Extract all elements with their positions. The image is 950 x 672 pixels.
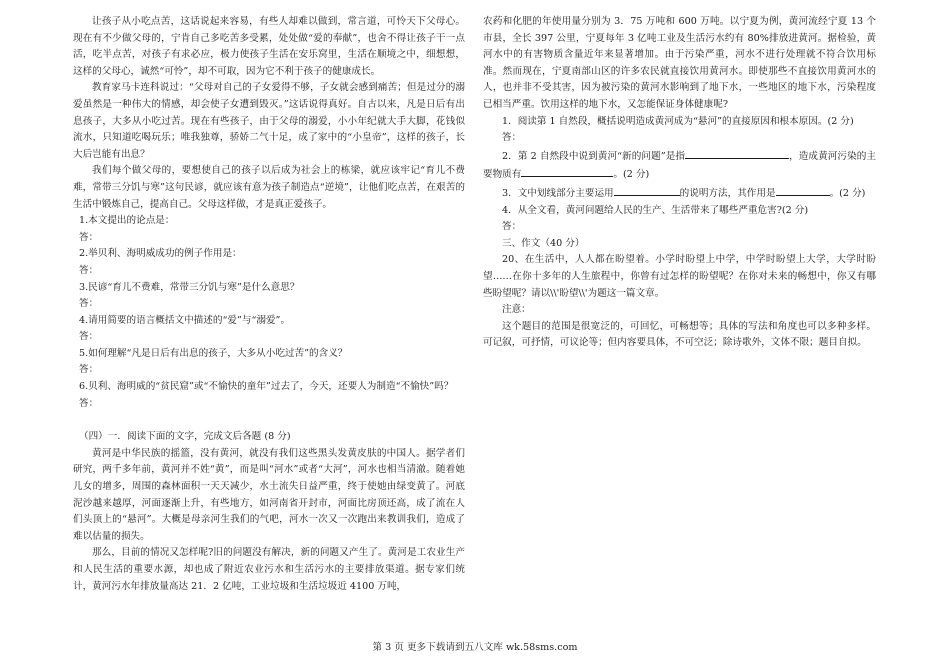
left-column	[73, 14, 465, 595]
essay-paragraph-2: 教育家马卡连科说过：“父母对自己的子女爱得不够，子女就会感到痛苦；但是过分的溺爱虽然是一种伟大的情感，却会使子女遭到毁灭。”这话说得真好。自古以来，凡是日后有出息孩子，大多从小吃过苦。现在有些孩子，由于父母的溺爱，小小年纪就大手大脚，花钱似流水，只知道吃喝玩乐；唯我独尊，骄娇二气十足，成了家中的“小皇帝”，这样的孩子，长大后岂能有出息？	[73, 82, 465, 160]
river-question-1: 1．阅读第 1 自然段，概括说明造成黄河成为“悬河”的直接原因和根本原因。(2 分)	[502, 115, 854, 127]
yellow-river-paragraph-2-continued: 农药和化肥的年使用量分别为 3．75 万吨和 600 万吨。以宁夏为例，黄河流经宁夏 13 个市县，全长 397 公里，宁夏每年 3 亿吨工业及生活污水约有 80%排放进黄河。据检验，黄河水中的有害物质含量近年来显著增加。由于污染严重，河水不进行处理就不符合饮用标准。然而现在，宁夏南部山区的许多农民就直接饮用黄河水。即使那些不直接饮用黄河水的人，也并非不受其害，因为被污染的黄河水影响到了地下水，一些地区的地下水，污染程度已相当严重。饮用这样的地下水，又怎能保证身体健康呢?	[483, 16, 876, 110]
answer-label-4: 答：	[79, 331, 99, 343]
fill-blank	[521, 165, 613, 177]
section-gap	[73, 412, 465, 429]
answer-label-5: 答：	[79, 364, 99, 376]
essay-paragraph-3: 我们每个做父母的，要想使自己的孩子以后成为社会上的栋梁，就应该牢记“育儿不费难，常带三分饥与寒”这句民谚，就应该有意为孩子制造点“逆境”，让他们吃点苦，在艰苦的生活中锻炼自己，提高自己。父母这样做，才是真正爱孩子。	[73, 165, 465, 210]
page-footer: 第 3 页 更多下载请到五八文库 wk.58sms.com	[372, 642, 578, 653]
note-label: 注意：	[502, 304, 531, 316]
answer-label-2: 答：	[79, 264, 99, 276]
river-question-3	[483, 184, 876, 203]
yellow-river-paragraph-1: 黄河是中华民族的摇篮，没有黄河，就没有我们这些黑头发黄皮肤的中国人。据学者们研究，两千多年前，黄河并不姓“黄”，而是叫“河水”或者“大河”，河水也相当清澈。随着她儿女的增多，周围的森林面积一天天减少，水土流失日益严重，终于使她由绿变黄了。河底泥沙越来越厚，河面逐渐上升，有些地方，如河南省开封市，河面比房顶还高，成了流在人们头顶上的“悬河”。大概是母亲河生我们的气吧，河水一次又一次跑出来教训我们，造成了难以估量的损失。	[73, 447, 465, 542]
river-question-2-part-a: 2．第 2 自然段中说到黄河“新的问题”是指	[502, 150, 686, 162]
yellow-river-paragraph-2: 那么，目前的情况又怎样呢?旧的问题没有解决，新的问题又产生了。黄河是工农业生产和人民生活的重要水源，却也成了附近农业污水和生活污水的主要排放渠道。据专家们统计，黄河污水年排放量高达 21．2 亿吨，工业垃圾和生活垃圾近 4100 万吨，	[73, 547, 465, 592]
river-question-2-part-c: 。(2 分)	[613, 169, 650, 181]
answer-label-1: 答：	[79, 231, 99, 243]
fill-blank	[614, 184, 680, 196]
question-4: 4.请用简要的语言概括文中描述的“爱”与“溺爱”。	[79, 314, 291, 326]
question-5: 5.如何理解“凡是日后有出息的孩子，大多从小吃过苦”的含义？	[79, 347, 348, 359]
essay-paragraph-1: 让孩子从小吃点苦，这话说起来容易，有些人却难以做到，常言道，可怜天下父母心。现在有不少做父母的，宁肯自己多吃苦多受累，处处做“爱的奉献”，也舍不得让孩子干一点活，吃半点苦，对孩子有求必应，极力使孩子生活在安乐窝里，生活在顺境之中，细想想，这样的父母心，诚然“可怜”，却不可取，因为它不利于孩子的健康成长。	[73, 16, 465, 77]
river-question-3-part-c: 。(2 分)	[829, 187, 866, 199]
question-3: 3.民谚“育儿不费难，常带三分饥与寒”是什么意思？	[79, 281, 300, 293]
river-question-2-part-b: ，造成黄河污染的主要物质有	[483, 150, 876, 181]
river-question-2	[483, 147, 876, 184]
essay-prompt: 20、在生活中，人人都在盼望着。小学时盼望上中学，中学时盼望上大学，大学时盼望……在你十多年的人生旅程中，你曾有过怎样的盼望呢？在你对未来的畅想中，你又有哪些盼望呢？请以\\'盼望\\'为题这一篇文章。	[483, 254, 876, 299]
fill-blank	[685, 147, 789, 159]
section-3-title: 三、作文（40 分）	[502, 237, 585, 249]
river-answer-label-1: 答：	[502, 132, 522, 144]
river-question-3-part-b: 的说明方法，其作用是	[679, 187, 776, 199]
answer-label-3: 答：	[79, 298, 99, 310]
river-question-3-part-a: 3．文中划线部分主要运用	[502, 187, 614, 199]
question-6: 6.贝利、海明威的“贫民窟”或“不愉快的童年”过去了，今天，还要人为制造“不愉快”吗？	[79, 381, 454, 393]
river-answer-label-4: 答：	[502, 221, 522, 233]
question-1: 1.本文提出的论点是：	[79, 215, 175, 227]
right-column	[483, 14, 876, 352]
section-4-title: （四）一．阅读下面的文字，完成文后各题 (8 分)	[79, 431, 291, 443]
river-question-4: 4．从全文看，黄河问题给人民的生产、生活带来了哪些严重危害?(2 分)	[502, 204, 809, 216]
answer-label-6: 答：	[79, 397, 99, 409]
question-2: 2.举贝利、海明威成功的例子作用是：	[79, 248, 242, 260]
fill-blank	[776, 184, 830, 196]
note-text: 这个题目的范围是很宽泛的，可回忆，可畅想等；具体的写法和角度也可以多种多样。可记叙，可抒情，可议论等；但内容要具体，不可空泛；除诗歌外，文体不限；题目自拟。	[483, 320, 876, 349]
